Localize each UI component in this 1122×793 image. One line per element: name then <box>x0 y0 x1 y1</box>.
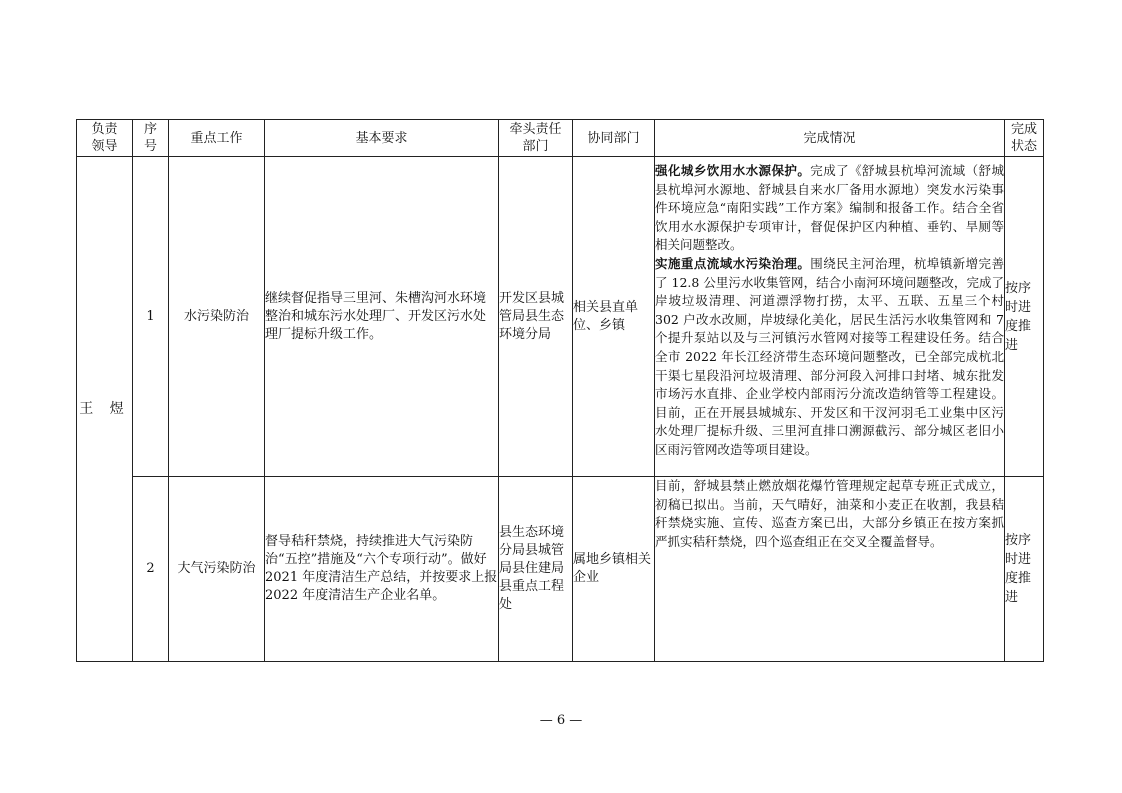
row-coop-dept: 相关县直单位、乡镇 <box>573 157 655 477</box>
completion-heading: 强化城乡饮用水水源保护。 <box>655 163 811 178</box>
completion-paragraph <box>655 255 1004 460</box>
row-completion <box>655 157 1005 477</box>
completion-text: 围绕民主河治理，杭埠镇新增完善了 12.8 公里污水收集管网，结合小南河环境问题整改，完成了岸坡垃圾清理、河道漂浮物打捞，太平、五联、五星三个村 302 户改水改厕，岸坡绿化美化，居民生活污水收集管网和 7 个提升泵站以及与三河镇污水管网对接等工程建设任务。结合全市 2022 年长江经济带生态环境问题整改，已全部完成杭北干渠七星段沿河垃圾清理、部分河段入河排口封堵、城东批发市场污水直排、企业学校内部雨污分流改造纳管等工程建设。目前，正在开展县城城东、开发区和干汊河羽毛工业集中区污水处理厂提标升级、三里河直排口溯源截污、部分城区老旧小区雨污管网改造等项目建设。 <box>655 255 1004 457</box>
header-lead-dept: 牵头责任部门 <box>499 120 573 157</box>
row-completion <box>655 477 1005 662</box>
header-row <box>77 120 1044 157</box>
header-completion: 完成情况 <box>655 120 1005 157</box>
completion-paragraph <box>655 162 1004 255</box>
row-basic-req: 督导秸秆禁烧，持续推进大气污染防治“五控”措施及“六个专项行动”。做好 2021 年度清洁生产总结，并按要求上报 2022 年度清洁生产企业名单。 <box>265 477 499 662</box>
row-coop-dept: 属地乡镇相关企业 <box>573 477 655 662</box>
row-basic-req: 继续督促指导三里河、朱槽沟河水环境整治和城东污水处理厂、开发区污水处理厂提标升级工作。 <box>265 157 499 477</box>
header-status: 完成状态 <box>1005 120 1044 157</box>
page-number: — 6 — <box>539 713 583 728</box>
table-row <box>77 477 1044 662</box>
header-coop-dept: 协同部门 <box>573 120 655 157</box>
row-lead-dept: 开发区县城管局县生态环境分局 <box>499 157 573 477</box>
row-status: 按序时进度推进 <box>1005 157 1044 477</box>
row-key-work: 水污染防治 <box>169 157 265 477</box>
table-row <box>77 157 1044 477</box>
completion-text: 目前，舒城县禁止燃放烟花爆竹管理规定起草专班正式成立，初稿已拟出。当前，天气晴好，油菜和小麦正在收割，我县秸秆禁烧实施、宣传、巡查方案已出，大部分乡镇正在按方案抓严抓实秸秆禁烧，四个巡查组正在交叉全覆盖督导。 <box>655 478 1004 549</box>
leader-name: 王 煜 <box>77 157 133 662</box>
completion-heading: 实施重点流域水污染治理。 <box>655 255 811 271</box>
row-seq: 2 <box>133 477 169 662</box>
header-key-work: 重点工作 <box>169 120 265 157</box>
row-key-work: 大气污染防治 <box>169 477 265 662</box>
header-basic-req: 基本要求 <box>265 120 499 157</box>
work-progress-table <box>76 119 1044 662</box>
row-status: 按序时进度推进 <box>1005 477 1044 662</box>
completion-text: 完成了《舒城县杭埠河流域（舒城县杭埠河水源地、舒城县自来水厂备用水源地）突发水污染事件环境应急“南阳实践”工作方案》编制和报备工作。结合全省饮用水水源保护专项审计，督促保护区内种植、垂钓、旱厕等相关问题整改。 <box>655 163 1004 253</box>
header-seq: 序号 <box>133 120 169 157</box>
row-seq: 1 <box>133 157 169 477</box>
header-leader: 负责领导 <box>77 120 133 157</box>
row-lead-dept: 县生态环境分局县城管局县住建局县重点工程处 <box>499 477 573 662</box>
